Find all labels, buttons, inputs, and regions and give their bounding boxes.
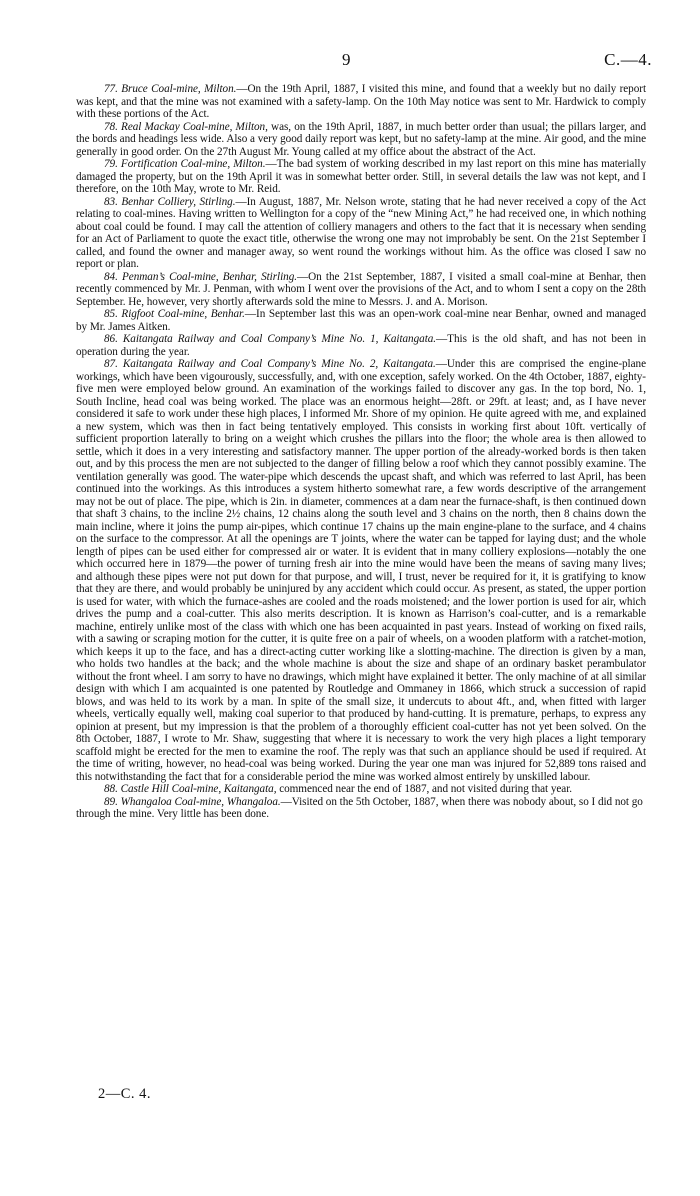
paragraph-title: 85. Rigfoot Coal-mine, Benhar. xyxy=(104,308,245,320)
paragraph-text: —This is the old shaft, and has not been in operation during the year. xyxy=(76,333,646,358)
paragraph-title: 78. Real Mackay Coal-mine, Milton, xyxy=(104,120,268,133)
paragraph-86 xyxy=(76,333,646,358)
paragraph-83 xyxy=(76,196,646,271)
paragraph-text: commenced near the end of 1887, and not visited during that year. xyxy=(276,783,573,795)
paragraph-title: 89. Whangaloa Coal-mine, Whangaloa. xyxy=(104,795,281,808)
paragraph-89 xyxy=(76,796,646,821)
paragraph-text: —On the 21st September, 1887, I visited a small coal-mine at Benhar, then recently commenced by Mr. J. Penman, with whom I went over the provisions of the Act, and to whom I sent a copy on the 28th September. He, however, very shortly afterwards sold the mine to Messrs. J. and A. Morison. xyxy=(76,270,646,308)
paragraph-87 xyxy=(76,358,646,783)
paragraph-text: —In September last this was an open-work coal-mine near Benhar, owned and managed by Mr. James Aitken. xyxy=(76,308,646,333)
page-header xyxy=(0,50,700,72)
paragraph-text: —Visited on the 5th October, 1887, when there was nobody about, so I did not go through the mine. Very little has been done. xyxy=(76,795,643,820)
paragraph-title: 77. Bruce Coal-mine, Milton. xyxy=(104,83,237,95)
paragraph-text: —The bad system of working described in my last report on this mine has materially damaged the property, but on the 19th April it was in somewhat better order. Still, in several details the law was not kept, and I therefore, on the 10th May, wrote to Mr. Reid. xyxy=(76,158,646,195)
paragraph-text: was, on the 19th April, 1887, in much better order than usual; the pillars larger, and the bords and headings less wide. Also a very good daily report was kept, but no safety-lamp at the mine. Air good, and the mine generally in good order. On the 27th August Mr. Young called at my office about the abstract of the Act. xyxy=(76,120,646,158)
report-body xyxy=(76,83,646,821)
page-signature: 2—C. 4. xyxy=(98,1086,152,1102)
paragraph-title: 88. Castle Hill Coal-mine, Kaitangata, xyxy=(104,783,277,795)
page-number: 9 xyxy=(342,50,351,69)
paragraph-88 xyxy=(76,783,646,796)
paragraph-title: 87. Kaitangata Railway and Coal Company’s Mine No. 2, Kaitangata. xyxy=(104,358,436,370)
paragraph-title: 84. Penman’s Coal-mine, Benhar, Stirling. xyxy=(104,270,297,283)
document-reference: C.—4. xyxy=(604,50,652,69)
paragraph-84 xyxy=(76,271,646,309)
paragraph-79 xyxy=(76,158,646,196)
paragraph-title: 86. Kaitangata Railway and Coal Company’s Mine No. 1, Kaitangata. xyxy=(104,333,437,345)
paragraph-85 xyxy=(76,308,646,333)
paragraph-78 xyxy=(76,121,646,159)
paragraph-text: —In August, 1887, Mr. Nelson wrote, stating that he had never received a copy of the Act relating to coal-mines. Having written to Wellington for a copy of the “new Mining Act,” he had received one, in which nothing about coal could be found. I may call the attention of colliery managers and others to the fact that it is necessary when sending for an Act of Parliament to quote the exact title, otherwise the wrong one may not improbably be sent. On the 21st September I called, and found the owner and manager away, so went round the workings without him. As the office was closed I saw no report or plan. xyxy=(76,195,646,270)
paragraph-title: 79. Fortification Coal-mine, Milton. xyxy=(104,158,266,170)
paragraph-text: —On the 19th April, 1887, I visited this mine, and found that a weekly but no daily report was kept, and that the mine was not examined with a safety-lamp. On the 10th May notice was sent to Mr. Hardwick to comply with these portions of the Act. xyxy=(76,83,647,120)
paragraph-77 xyxy=(76,83,646,121)
paragraph-title: 83. Benhar Colliery, Stirling. xyxy=(104,195,236,208)
paragraph-text: —Under this are comprised the engine-plane workings, which have been vigourously, successfully, and, with one exception, safely worked. On the 4th October, 1887, eighty-five men were employed below ground. An examination of the workings failed to discover any gas. In the top bord, No. 1, South Incline, head coal was being worked. The place was an enormous height—28ft. or 29ft. at least; and, as I have never considered it safe to work under these high places, I informed Mr. Shore of my opinion. He quite agreed with me, and explained a new system, which was then in fact being tentatively employed. This consists in working first about 10ft. vertically of sufficient proportion laterally to bring on a weight which crushes the pillars into the floor; the whole area is then allowed to settle, which it does in a very interesting and satisfactory manner. The upper portion of the already-worked bords is then taken out, and by this process the men are not subjected to the danger of filling below a roof which they cannot possibly examine. The ventilation generally was good. The water-pipe which descends the upcast shaft, and which was referred to last April, has been continued into the workings. As this introduces a system hitherto somewhat rare, a few words descriptive of the arrangement may not be out of place. The pipe, which is 2in. in diameter, commences at a dam near the furnace-shaft, is then continued down that shaft 3 chains, to the incline 2½ chains, 12 chains along the south level and 3 chains on the north, then 8 chains down the main incline, where it joins the pump air-pipes, which continue 17 chains up the main engine-plane to the surface, and 4 chains on the surface to the compressor. At all the openings are T joints, where the water can be tapped for laying dust; and the whole length of pipes can be used either for compressed air or water. It is evident that in many colliery explosions—notably the one which occurred here in 1879—the power of turning fresh air into the mine would have been the means of saving many lives; and although these pipes were not put down for that purpose, and will, I trust, never be required for it, it is gratifying to know that they are there, and would probably be uninjured by any accident which could occur. As present, as stated, the upper portion is used for water, with which the furnace-ashes are cooled and the roads moistened; and the lower portion is used for air, which drives the pump and a coal-cutter. This also merits description. It is known as Harrison’s coal-cutter, and is a remarkable machine, entirely unlike most of the class with which one has been acquainted in past years. Instead of working on fixed rails, with a sawing or scraping motion for the cutter, it is quite free on a pair of wheels, on a wooden platform with a ratchet-motion, which keeps it up to the face, and has a direct-acting cutter working like a slotting-machine. The direction is given by a man, who holds two handles at the back; and the whole machine is about the size and shape of an ordinary basket perambulator without the front wheel. I am sorry to have no drawings, which might have explained it better. The only machine of at all similar design with which I am acquainted is one patented by Routledge and Ommaney in 1866, which struck a succession of rapid blows, and was held to its work by a man. In spite of the small size, it undercuts to about 4ft., and, when fitted with larger wheels, vertically equally well, making coal superior to that produced by hand-cutting. It is premature, perhaps, to express any opinion at present, but my impression is that the problem of a thoroughly efficient coal-cutter has not yet been solved. On the 8th October, 1887, I wrote to Mr. Shaw, suggesting that where it is necessary to work the very high places a light temporary scaffold might be erected for the men to examine the roof. The reply was that such an appliance should be used if required. At the time of writing, however, no head-coal was being worked. During the year one man was injured for 52,889 tons raised and this notwithstanding the fact that for a considerable period the mine was worked almost entirely by unskilled labour. xyxy=(76,358,646,783)
